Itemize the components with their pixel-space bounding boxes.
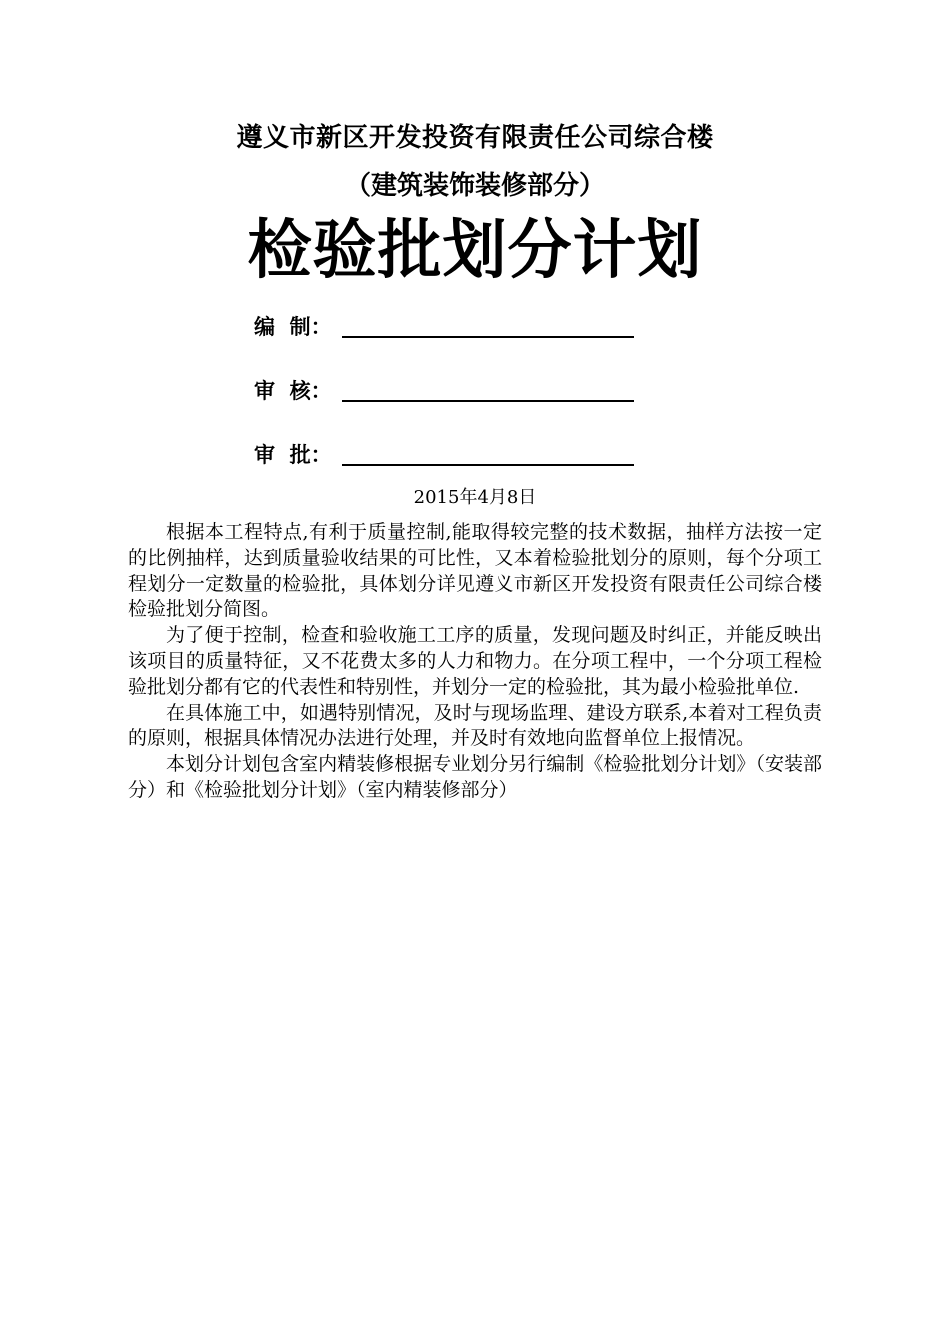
signature-line-compile [342, 336, 634, 338]
signature-row-approve [254, 430, 634, 470]
signature-row-review [254, 366, 634, 406]
signature-label-review: 审 核： [254, 379, 332, 403]
signature-label-compile: 编 制： [254, 315, 332, 339]
paragraph-2: 为了便于控制，检查和验收施工工序的质量，发现问题及时纠正，并能反映出该项目的质量特征，又不花费太多的人力和物力。在分项工程中，一个分项工程检验批划分都有它的代表性和特别性，并划分一定的检验批，其为最小检验批单位. [128, 624, 822, 698]
signature-line-approve [342, 464, 634, 466]
company-title: 遵义市新区开发投资有限责任公司综合楼 [236, 123, 714, 153]
signature-line-review [342, 400, 634, 402]
document-date: 2015年4月8日 [413, 487, 537, 508]
paragraph-3: 在具体施工中，如遇特别情况，及时与现场监理、建设方联系,本着对工程负责的原则，根据具体情况办法进行处理，并及时有效地向监督单位上报情况。 [128, 701, 822, 750]
signature-label-approve: 审 批： [254, 443, 332, 467]
paragraph-1: 根据本工程特点,有利于质量控制,能取得较完整的技术数据，抽样方法按一定的比例抽样，达到质量验收结果的可比性，又本着检验批划分的原则，每个分项工程划分一定数量的检验批，具体划分详见遵义市新区开发投资有限责任公司综合楼检验批划分简图。 [128, 521, 822, 621]
body-text [128, 520, 822, 804]
section-subtitle: （建筑装饰装修部分） [344, 171, 605, 201]
signature-row-compile [254, 302, 634, 342]
paragraph-4: 本划分计划包含室内精装修根据专业划分另行编制《检验批划分计划》（安装部分）和《检验批划分计划》（室内精装修部分） [128, 753, 822, 801]
page-title: 检验批划分计划 [247, 214, 703, 288]
